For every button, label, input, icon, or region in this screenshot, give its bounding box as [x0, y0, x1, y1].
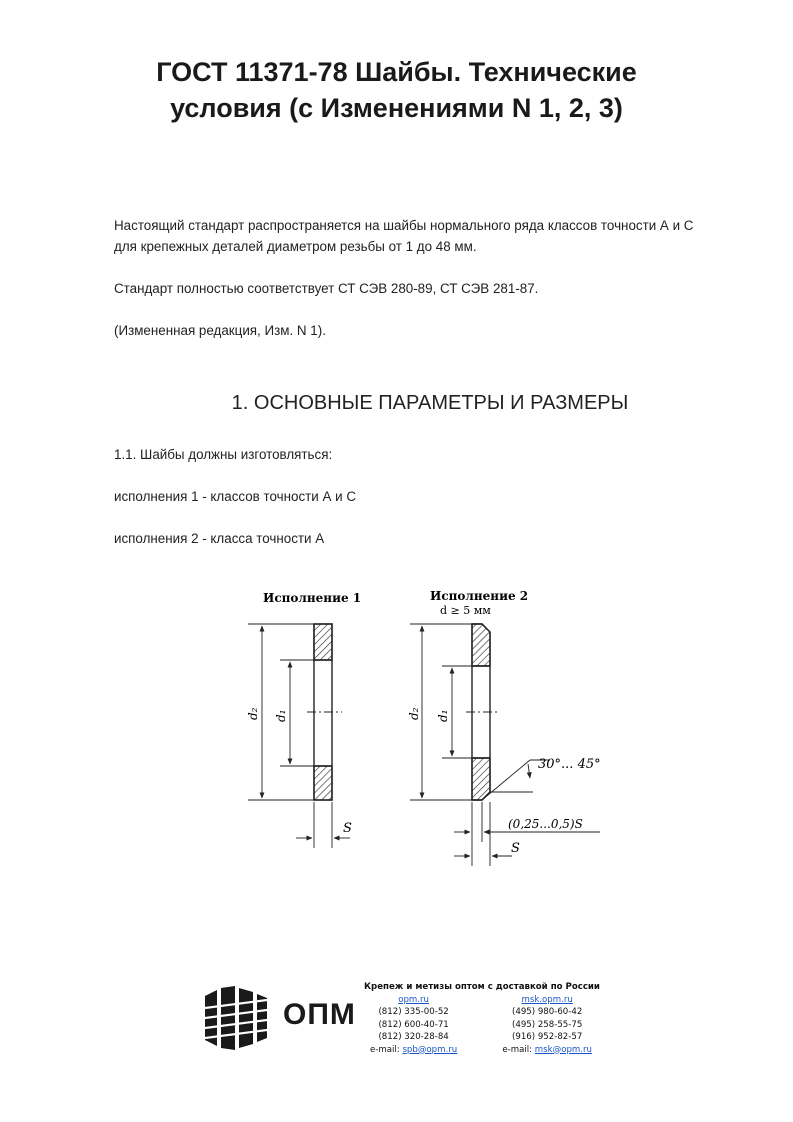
variant-2-label: Исполнение 2 [430, 589, 529, 603]
intro-paragraph [114, 215, 693, 257]
variant-1-label: Исполнение 1 [263, 591, 362, 605]
variant-2-d2-label: d₂ [407, 707, 421, 720]
email-label: e-mail: [502, 1044, 533, 1055]
variant-2-s-label: S [511, 841, 520, 856]
msk-email-link[interactable]: msk@opm.ru [534, 1044, 592, 1055]
variant-1-washer [248, 624, 350, 848]
clause-1-1: 1.1. Шайбы должны изготовляться: [114, 447, 333, 462]
spb-contacts [370, 994, 457, 1057]
intro-line-1: Настоящий стандарт распространяется на шайбы нормального ряда классов точности А и С [114, 218, 694, 233]
variant-1-text: исполнения 1 - классов точности А и С [114, 489, 357, 504]
spb-phone: (812) 335-00-52 [378, 1007, 449, 1017]
spb-email-link[interactable]: spb@opm.ru [402, 1044, 458, 1055]
msk-email-row [502, 1044, 592, 1057]
msk-phone: (495) 258-55-75 [512, 1019, 583, 1030]
variant-2-d1-label: d₁ [436, 709, 450, 722]
intro-line-2: для крепежных деталей диаметром резьбы от 1 до 48 мм. [114, 239, 477, 254]
msk-contacts [502, 994, 592, 1057]
chamfer-size-label: (0,25...0,5)S [508, 817, 583, 831]
variant-1-s-label: S [343, 821, 352, 836]
msk-phone: (916) 952-82-57 [512, 1032, 583, 1042]
page-title [60, 54, 733, 126]
msk-site-link[interactable]: msk.opm.ru [521, 994, 573, 1005]
compliance-paragraph: Стандарт полностью соответствует СТ СЭВ 280-89, СТ СЭВ 281-87. [114, 281, 539, 296]
spb-email-row [370, 1044, 457, 1057]
variant-1-d2-label: d₂ [246, 707, 260, 720]
msk-phone: (495) 980-60-42 [512, 1007, 583, 1017]
spb-phone: (812) 600-40-71 [378, 1019, 449, 1030]
variant-2-condition: d ≥ 5 мм [440, 604, 491, 617]
washer-drawing [230, 580, 630, 880]
chamfer-angle-label: 30°... 45° [538, 757, 601, 772]
spb-phone: (812) 320-28-84 [378, 1032, 449, 1042]
email-label: e-mail: [370, 1044, 400, 1055]
footer-contacts [352, 981, 612, 1056]
logo-wordmark: ОПМ [283, 998, 356, 1031]
title-line-1: ГОСТ 11371-78 Шайбы. Технические [156, 57, 637, 87]
variant-1-d1-label: d₁ [274, 709, 288, 722]
footer-tagline: Крепеж и метизы оптом с доставкой по России [364, 982, 600, 992]
title-line-2: условия (с Изменениями N 1, 2, 3) [170, 93, 623, 123]
revision-note: (Измененная редакция, Изм. N 1). [114, 323, 326, 338]
variant-2-text: исполнения 2 - класса точности А [114, 531, 325, 546]
section-heading: 1. ОСНОВНЫЕ ПАРАМЕТРЫ И РАЗМЕРЫ [231, 392, 629, 414]
spb-site-link[interactable]: opm.ru [398, 994, 429, 1005]
